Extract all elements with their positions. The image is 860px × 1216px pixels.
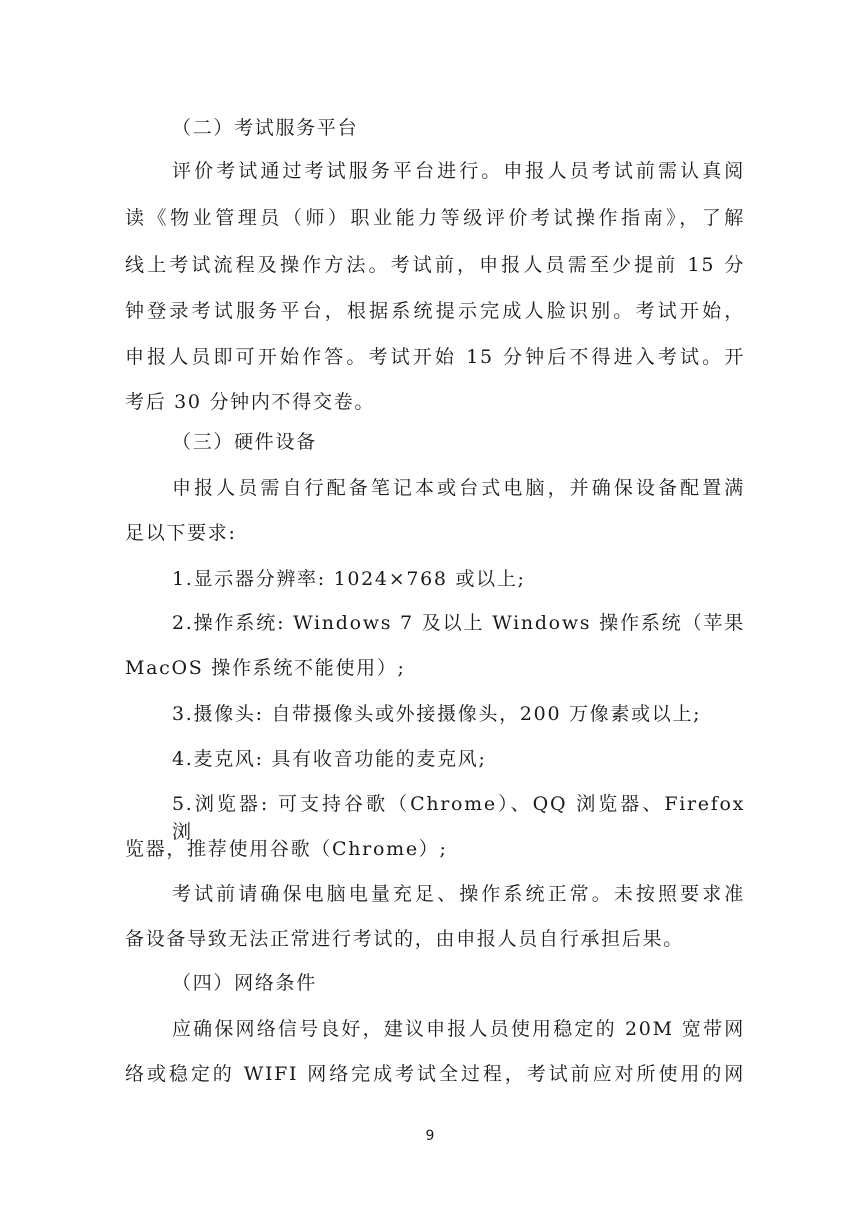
paragraph-line: 考后 30 分钟内不得交卷。 <box>125 391 376 413</box>
paragraph-line: 读《物业管理员（师）职业能力等级评价考试操作指南》，了解 <box>125 207 745 229</box>
paragraph-line: 络或稳定的 WIFI 网络完成考试全过程，考试前应对所使用的网 <box>125 1063 745 1085</box>
paragraph-line: 申报人员即可开始作答。考试开始 15 分钟后不得进入考试。开 <box>125 346 745 368</box>
paragraph-line: 申报人员需自行配备笔记本或台式电脑，并确保设备配置满 <box>172 477 745 499</box>
list-item-continuation: MacOS 操作系统不能使用）; <box>125 657 406 679</box>
paragraph-line: 评价考试通过考试服务平台进行。申报人员考试前需认真阅 <box>172 160 745 182</box>
paragraph-line: 应确保网络信号良好，建议申报人员使用稳定的 20M 宽带网 <box>172 1018 745 1040</box>
section-heading-platform: （二）考试服务平台 <box>172 117 359 139</box>
paragraph-line: 考试前请确保电脑电量充足、操作系统正常。未按照要求准 <box>172 883 745 905</box>
list-item-continuation: 览器，推荐使用谷歌（Chrome）; <box>125 838 448 860</box>
list-item: 3.摄像头: 自带摄像头或外接摄像头，200 万像素或以上; <box>172 703 702 725</box>
list-item: 2.操作系统: Windows 7 及以上 Windows 操作系统（苹果 <box>172 612 745 634</box>
section-heading-hardware: （三）硬件设备 <box>172 431 317 453</box>
list-item: 4.麦克风: 具有收音功能的麦克风; <box>172 748 487 770</box>
page-number: 9 <box>425 1128 435 1144</box>
list-item: 1.显示器分辨率: 1024×768 或以上; <box>172 568 526 590</box>
paragraph-line: 钟登录考试服务平台，根据系统提示完成人脸识别。考试开始， <box>125 300 745 322</box>
paragraph-line: 线上考试流程及操作方法。考试前，申报人员需至少提前 15 分 <box>125 254 745 276</box>
paragraph-line: 备设备导致无法正常进行考试的，由申报人员自行承担后果。 <box>125 928 684 950</box>
list-item: 5.浏览器: 可支持谷歌（Chrome）、QQ 浏览器、Firefox 浏 <box>172 793 745 843</box>
section-heading-network: （四）网络条件 <box>172 972 317 994</box>
paragraph-line: 足以下要求: <box>125 522 237 544</box>
